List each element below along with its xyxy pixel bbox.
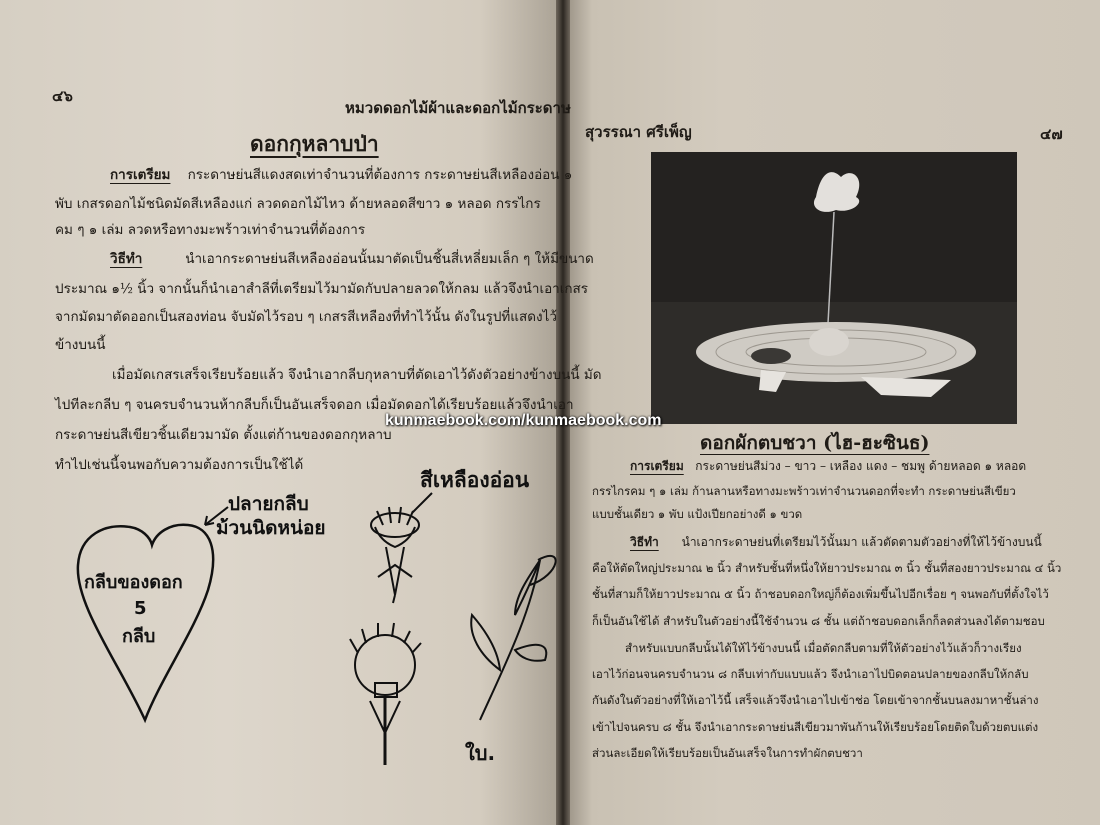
text-line xyxy=(630,533,1042,552)
hyacinth-photo xyxy=(651,152,1017,424)
text-line: พับ เกสรดอกไม้ชนิดมัดสีเหลืองแก่ ลวดดอกไม้ไหว ด้ายหลอดสีขาว ๑ หลอด กรรไกร xyxy=(55,196,541,212)
leaf-label: ใบ. xyxy=(465,741,496,765)
section-heading: วิธีทำ xyxy=(630,535,659,549)
line-text: กระดาษย่นสีแดงสดเท่าจำนวนที่ต้องการ กระดาษย่นสีเหลืองอ่อน ๑ xyxy=(187,167,573,183)
text-line: ทำไปเช่นนี้จนพอกับความต้องการเป็นใช้ได้ xyxy=(55,457,304,473)
text-line xyxy=(630,457,1026,476)
text-line: เมื่อมัดเกสรเสร็จเรียบร้อยแล้ว จึงนำเอากลีบกุหลาบที่ตัดเอาไว้ดังตัวอย่างข้างบนนี้ มัด xyxy=(112,367,602,383)
text-line: ชั้นที่สามก็ให้ยาวประมาณ ๕ นิ้ว ถ้าชอบดอกใหญ่ก็ต้องเพิ่มขึ้นไปอีกเรื่อย ๆ จนพอกับที่ตั้งใจไว้ xyxy=(592,587,1049,601)
text-line: ก็เป็นอันใช้ได้ สำหรับในตัวอย่างนี้ใช้จำนวน ๘ ชั้น แต่ถ้าชอบดอกเล็กก็ลดส่วนลงได้ตามชอบ xyxy=(592,614,1045,628)
leaf-drawing xyxy=(471,556,555,720)
running-head: หมวดดอกไม้ผ้าและดอกไม้กระดาษ xyxy=(345,99,571,117)
section-heading: การเตรียม xyxy=(110,167,171,183)
text-line: คม ๆ ๑ เล่ม ลวดหรือทางมะพร้าวเท่าจำนวนที่ต้องการ xyxy=(55,222,366,238)
text-line: เข้าไปจนครบ ๘ ชั้น จึงนำเอากระดาษย่นสีเขียวมาพันก้านให้เรียบร้อยโดยติดใบด้วยตบแต่ง xyxy=(592,720,1039,734)
page-number-right: ๔๗ xyxy=(1040,125,1063,143)
right-title: ดอกผักตบชวา (ไฮ-ฮะซินธ) xyxy=(700,432,930,454)
flower-bud-drawing xyxy=(350,623,421,765)
text-line xyxy=(110,163,572,185)
text-line: กันดังในตัวอย่างที่ให้เอาไว้นี้ เสร็จแล้วจึงนำเอาไปเข้าช่อ โดยเข้าจากชั้นบนลงมาหาชั้นล่าง xyxy=(592,693,1039,707)
watermark: kunmaebook.com/kunmaebook.com xyxy=(385,412,662,429)
left-title: ดอกกุหลาบป่า xyxy=(250,131,379,156)
line-text: นำเอากระดาษย่นสีเหลืองอ่อนนั้นมาตัดเป็นชิ้นสี่เหลี่ยมเล็ก ๆ ให้มีขนาด xyxy=(185,251,594,267)
yellow-label: สีเหลืองอ่อน xyxy=(420,468,530,492)
heart-label-petals: กลีบ xyxy=(122,626,156,647)
author-name: สุวรรณา ศรีเพ็ญ xyxy=(585,123,692,141)
text-line: จากมัดมาตัดออกเป็นสองท่อน จับมัดไว้รอบ ๆ เกสรสีเหลืองที่ทำไว้นั้น ดังในรูปที่แสดงไว้ xyxy=(55,309,557,325)
text-line: สำหรับแบบกลีบนั้นได้ให้ไว้ข้างบนนี้ เมื่อตัดกลีบตามที่ให้ตัวอย่างไว้แล้วก็วางเรียง xyxy=(625,641,1022,655)
text-line: กระดาษย่นสีเขียวชิ้นเดียวมามัด ตั้งแต่ก้านของดอกกุหลาบ xyxy=(55,427,392,443)
line-text: นำเอากระดาษย่นที่เตรียมไว้นั้นมา แล้วตัดตามตัวอย่างที่ให้ไว้ข้างบนนี้ xyxy=(681,535,1042,549)
petal-tip-label: ปลายกลีบ xyxy=(228,493,309,515)
section-heading: วิธีทำ xyxy=(110,251,143,267)
text-line: คือให้ตัดใหญ่ประมาณ ๒ นิ้ว สำหรับชั้นที่หนึ่งให้ยาวประมาณ ๓ นิ้ว ชั้นที่สองยาวประมาณ ๔ นิ้ว xyxy=(592,561,1062,575)
line-text: กระดาษย่นสีม่วง – ขาว – เหลือง แดง – ชมพู ด้ายหลอด ๑ หลอด xyxy=(695,459,1027,473)
section-heading: การเตรียม xyxy=(630,459,684,473)
page-number-left: ๔๖ xyxy=(52,87,73,105)
text-line: แบบชั้นเดียว ๑ พับ แป้งเปียกอย่างดี ๑ ขวด xyxy=(592,507,803,521)
stamen-bundle-drawing xyxy=(371,507,419,603)
text-line: ไปทีละกลีบ ๆ จนครบจำนวนห้ากลีบก็เป็นอันเสร็จดอก เมื่อมัดดอกได้เรียบร้อยแล้วจึงนำเอา xyxy=(55,397,574,413)
heart-label-number: 5 xyxy=(134,598,147,619)
text-line: ประมาณ ๑½ นิ้ว จากนั้นก็นำเอาสำลีที่เตรียมไว้มามัดกับปลายลวดให้กลม แล้วจึงนำเอาเกสร xyxy=(55,281,589,297)
text-line: เอาไว้ก่อนจนครบจำนวน ๘ กลีบเท่ากับแบบแล้ว จึงนำเอาไปบิดตอนปลายของกลีบให้กลับ xyxy=(592,667,1029,681)
petal-tip-label-2: ม้วนนิดหน่อย xyxy=(216,517,326,539)
text-line: ข้างบนนี้ xyxy=(55,337,106,353)
heart-label: กลีบของดอก xyxy=(84,572,183,593)
text-line: ส่วนละเอียดให้เรียบร้อยเป็นอันเสร็จในการทำผักตบชวา xyxy=(592,746,863,760)
text-line: กรรไกรคม ๆ ๑ เล่ม ก้านลานหรือทางมะพร้าวเท่าจำนวนดอกที่จะทำ กระดาษย่นสีเขียว xyxy=(592,484,1016,498)
text-line xyxy=(110,247,594,269)
